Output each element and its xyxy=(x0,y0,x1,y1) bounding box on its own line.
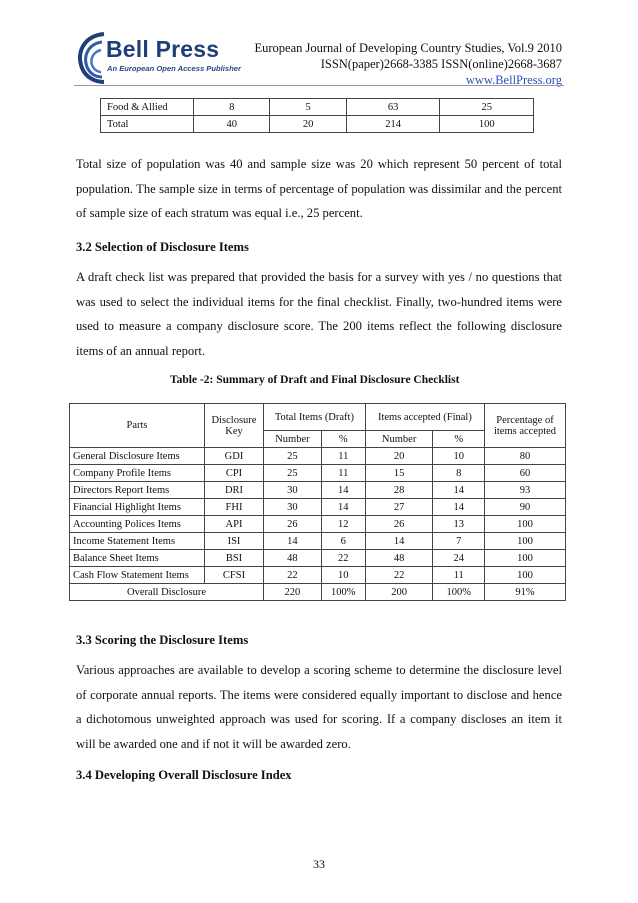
table-cell: 5 xyxy=(270,99,346,116)
subheader-number: Number xyxy=(365,431,433,448)
stratum-table xyxy=(100,98,534,133)
journal-url-link[interactable]: www.BellPress.org xyxy=(465,73,562,87)
table-cell: 100 xyxy=(485,550,566,567)
table-cell: 100 xyxy=(485,516,566,533)
table-cell: BSI xyxy=(205,550,264,567)
table-cell: 214 xyxy=(346,116,440,133)
table-cell: 40 xyxy=(194,116,270,133)
section-heading-3-3: 3.3 Scoring the Disclosure Items xyxy=(76,633,249,647)
table-cell: 12 xyxy=(321,516,365,533)
table-cell: 22 xyxy=(365,567,433,584)
table-cell: 20 xyxy=(365,448,433,465)
table-cell: 100% xyxy=(321,584,365,601)
table-cell: 26 xyxy=(365,516,433,533)
table-cell: Food & Allied xyxy=(101,99,194,116)
table-cell: API xyxy=(205,516,264,533)
row-label: Balance Sheet Items xyxy=(70,550,205,567)
disclosure-checklist-table xyxy=(69,403,566,601)
table-cell: 91% xyxy=(485,584,566,601)
table-cell: 100 xyxy=(440,116,534,133)
paragraph-population: Total size of population was 40 and sample size was 20 which represent 50 percent of total population. The sample size in terms of percentage of population was dissimilar and the percent of sample size of each stratum was equal i.e., 25 percent. xyxy=(76,157,562,220)
table-cell: 27 xyxy=(365,499,433,516)
table-row xyxy=(70,567,566,584)
page-number: 33 xyxy=(313,857,325,871)
header-key: Disclosure Key xyxy=(205,404,264,448)
header-parts: Parts xyxy=(70,404,205,448)
row-label: Financial Highlight Items xyxy=(70,499,205,516)
table-cell: 100% xyxy=(433,584,485,601)
table-cell: 63 xyxy=(346,99,440,116)
table-cell: CPI xyxy=(205,465,264,482)
table-cell: Total xyxy=(101,116,194,133)
header-percentage: Percentage of items accepted xyxy=(485,404,566,448)
logo-name: Bell Press xyxy=(106,36,220,62)
table-cell: 60 xyxy=(485,465,566,482)
table-cell: 13 xyxy=(433,516,485,533)
table-cell: 14 xyxy=(433,499,485,516)
table-row xyxy=(70,550,566,567)
table-cell: FHI xyxy=(205,499,264,516)
journal-info xyxy=(255,40,563,88)
table-cell: 100 xyxy=(485,567,566,584)
table-cell: 100 xyxy=(485,533,566,550)
subheader-percent: % xyxy=(433,431,485,448)
table-cell: 15 xyxy=(365,465,433,482)
table-row xyxy=(70,465,566,482)
table-cell: 90 xyxy=(485,499,566,516)
paragraph-checklist: A draft check list was prepared that provided the basis for a survey with yes / no questions that was used to select the individual items for the final checklist. Finally, two-hundred items were used to measure a company disclosure score. The 200 items reflect the following disclosure items of an annual report. xyxy=(76,270,562,358)
table-cell: 48 xyxy=(365,550,433,567)
publisher-logo xyxy=(74,30,244,84)
table-cell: 25 xyxy=(440,99,534,116)
table-cell: 14 xyxy=(433,482,485,499)
table-cell: 28 xyxy=(365,482,433,499)
table-cell: 20 xyxy=(270,116,346,133)
table-cell: 93 xyxy=(485,482,566,499)
table-cell: 14 xyxy=(321,482,365,499)
logo-tagline: An European Open Access Publisher xyxy=(107,64,241,73)
subheader-percent: % xyxy=(321,431,365,448)
table-cell: 10 xyxy=(321,567,365,584)
section-heading-3-4: 3.4 Developing Overall Disclosure Index xyxy=(76,768,292,782)
row-label: Accounting Polices Items xyxy=(70,516,205,533)
total-label: Overall Disclosure xyxy=(70,584,264,601)
table-row xyxy=(70,499,566,516)
row-label: Directors Report Items xyxy=(70,482,205,499)
row-label: Company Profile Items xyxy=(70,465,205,482)
row-label: General Disclosure Items xyxy=(70,448,205,465)
table-caption: Table -2: Summary of Draft and Final Disclosure Checklist xyxy=(170,374,460,386)
header-final: Items accepted (Final) xyxy=(365,404,484,431)
table-cell: 22 xyxy=(321,550,365,567)
table-row xyxy=(70,533,566,550)
table-cell: 11 xyxy=(321,465,365,482)
row-label: Cash Flow Statement Items xyxy=(70,567,205,584)
journal-title: European Journal of Developing Country Studies, Vol.9 2010 xyxy=(254,41,562,55)
table-row xyxy=(70,448,566,465)
logo-swirl-icon xyxy=(74,30,108,84)
table-row xyxy=(101,116,534,133)
table-cell: 22 xyxy=(264,567,322,584)
table-cell: 8 xyxy=(194,99,270,116)
table-header-row xyxy=(70,404,566,431)
table-cell: 30 xyxy=(264,499,322,516)
table-cell: GDI xyxy=(205,448,264,465)
table-cell: 14 xyxy=(321,499,365,516)
section-heading-3-2: 3.2 Selection of Disclosure Items xyxy=(76,240,249,254)
header-divider xyxy=(74,85,564,86)
paragraph-scoring: Various approaches are available to develop a scoring scheme to determine the disclosure level of corporate annual reports. The items were considered equally important to disclose and hence a dichotomous unweighted approach was used for scoring. If a company discloses an item it will be awarded one and if not it will be awarded zero. xyxy=(76,663,562,751)
table-cell: 25 xyxy=(264,448,322,465)
table-cell: 220 xyxy=(264,584,322,601)
table-cell: 48 xyxy=(264,550,322,567)
table-cell: 6 xyxy=(321,533,365,550)
table-cell: 7 xyxy=(433,533,485,550)
table-cell: 14 xyxy=(365,533,433,550)
table-cell: 80 xyxy=(485,448,566,465)
table-body xyxy=(70,448,566,584)
table-cell: 11 xyxy=(433,567,485,584)
table-row xyxy=(101,99,534,116)
table-cell: 8 xyxy=(433,465,485,482)
issn-line: ISSN(paper)2668-3385 ISSN(online)2668-3687 xyxy=(320,57,562,71)
table-cell: CFSI xyxy=(205,567,264,584)
table-cell: 26 xyxy=(264,516,322,533)
table-cell: 30 xyxy=(264,482,322,499)
table-cell: 200 xyxy=(365,584,433,601)
row-label: Income Statement Items xyxy=(70,533,205,550)
table-row xyxy=(70,516,566,533)
table-cell: 14 xyxy=(264,533,322,550)
header-draft: Total Items (Draft) xyxy=(264,404,366,431)
table-cell: 24 xyxy=(433,550,485,567)
table-cell: 10 xyxy=(433,448,485,465)
table-total-row xyxy=(70,584,566,601)
table-cell: 11 xyxy=(321,448,365,465)
table-row xyxy=(70,482,566,499)
table-cell: 25 xyxy=(264,465,322,482)
subheader-number: Number xyxy=(264,431,322,448)
table-cell: ISI xyxy=(205,533,264,550)
table-cell: DRI xyxy=(205,482,264,499)
